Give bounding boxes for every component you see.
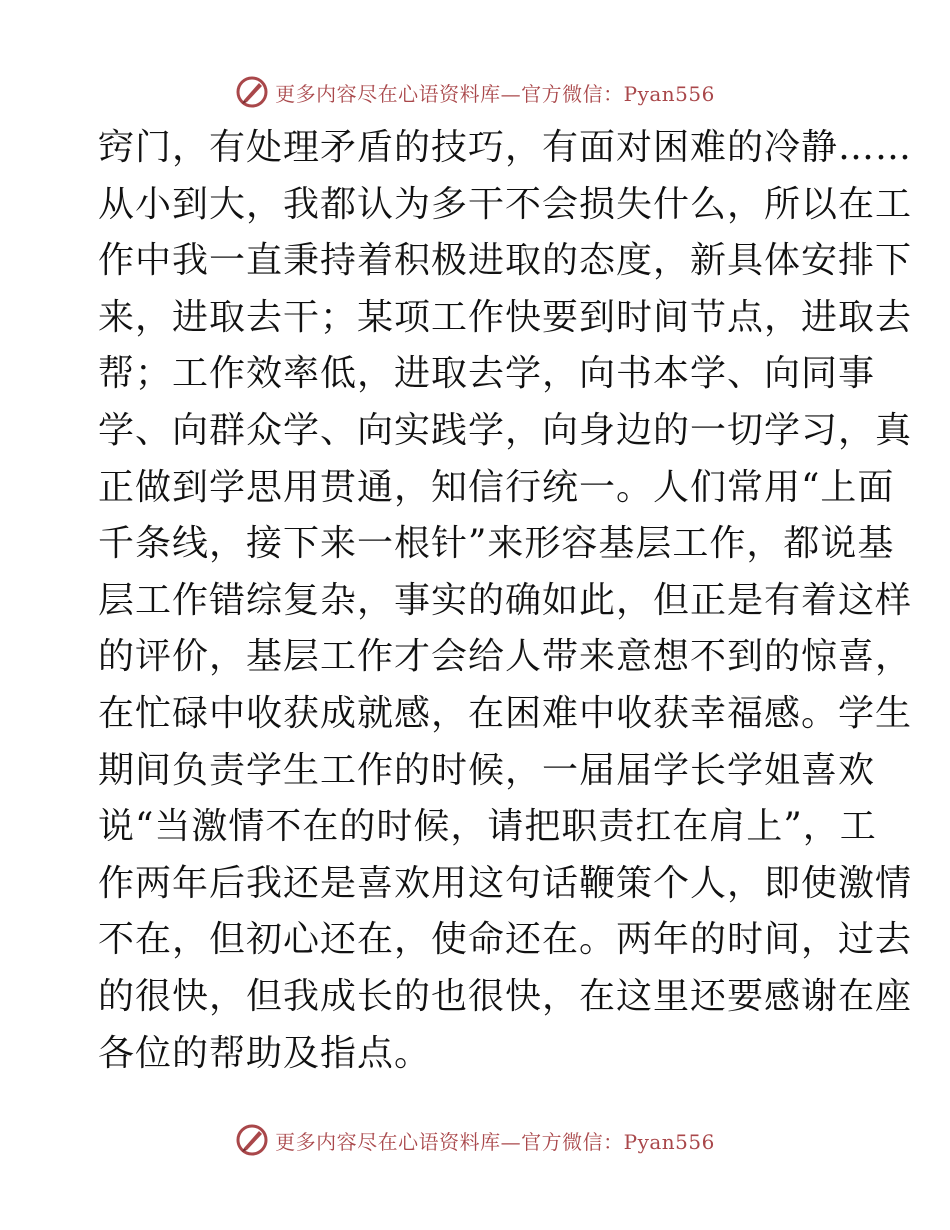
body-line: 千条线，接下来一根针”来形容基层工作，都说基: [98, 523, 895, 565]
body-line: 的很快，但我成长的也很快，在这里还要感谢在座: [98, 975, 913, 1017]
body-line: 的评价，基层工作才会给人带来意想不到的惊喜，: [98, 636, 913, 678]
quill-pen-circle-logo-icon: [235, 1123, 269, 1157]
body-line: 期间负责学生工作的时候，一届届学长学姐喜欢: [98, 749, 876, 791]
header-watermark-banner: [0, 72, 950, 112]
body-line: 层工作错综复杂，事实的确如此，但正是有着这样: [98, 579, 913, 621]
body-line: 作两年后我还是喜欢用这句话鞭策个人，即使激情: [98, 862, 913, 904]
body-line: 帮；工作效率低，进取去学，向书本学、向同事: [98, 353, 876, 395]
body-line: 从小到大，我都认为多干不会损失什么，所以在工: [98, 183, 913, 225]
header-banner-text: 更多内容尽在心语资料库—官方微信：Pyan556: [275, 81, 715, 106]
body-line: 说“当激情不在的时候，请把职责扛在肩上”，工: [98, 806, 877, 848]
body-line: 各位的帮助及指点。: [98, 1032, 432, 1074]
body-line: 学、向群众学、向实践学，向身边的一切学习，真: [98, 409, 913, 451]
footer-watermark-banner: [0, 1120, 950, 1160]
body-line: 正做到学思用贯通，知信行统一。人们常用“上面: [98, 466, 895, 508]
body-line: 不在，但初心还在，使命还在。两年的时间，过去: [98, 919, 913, 961]
body-line: 作中我一直秉持着积极进取的态度，新具体安排下: [98, 240, 913, 282]
document-body: [98, 120, 913, 1082]
quill-pen-circle-logo-icon: [235, 75, 269, 109]
body-line: 来，进取去干；某项工作快要到时间节点，进取去: [98, 296, 913, 338]
body-line: 在忙碌中收获成就感，在困难中收获幸福感。学生: [98, 692, 913, 734]
body-line: 窍门，有处理矛盾的技巧，有面对困难的冷静……: [98, 127, 913, 168]
footer-banner-text: 更多内容尽在心语资料库—官方微信：Pyan556: [275, 1129, 715, 1154]
